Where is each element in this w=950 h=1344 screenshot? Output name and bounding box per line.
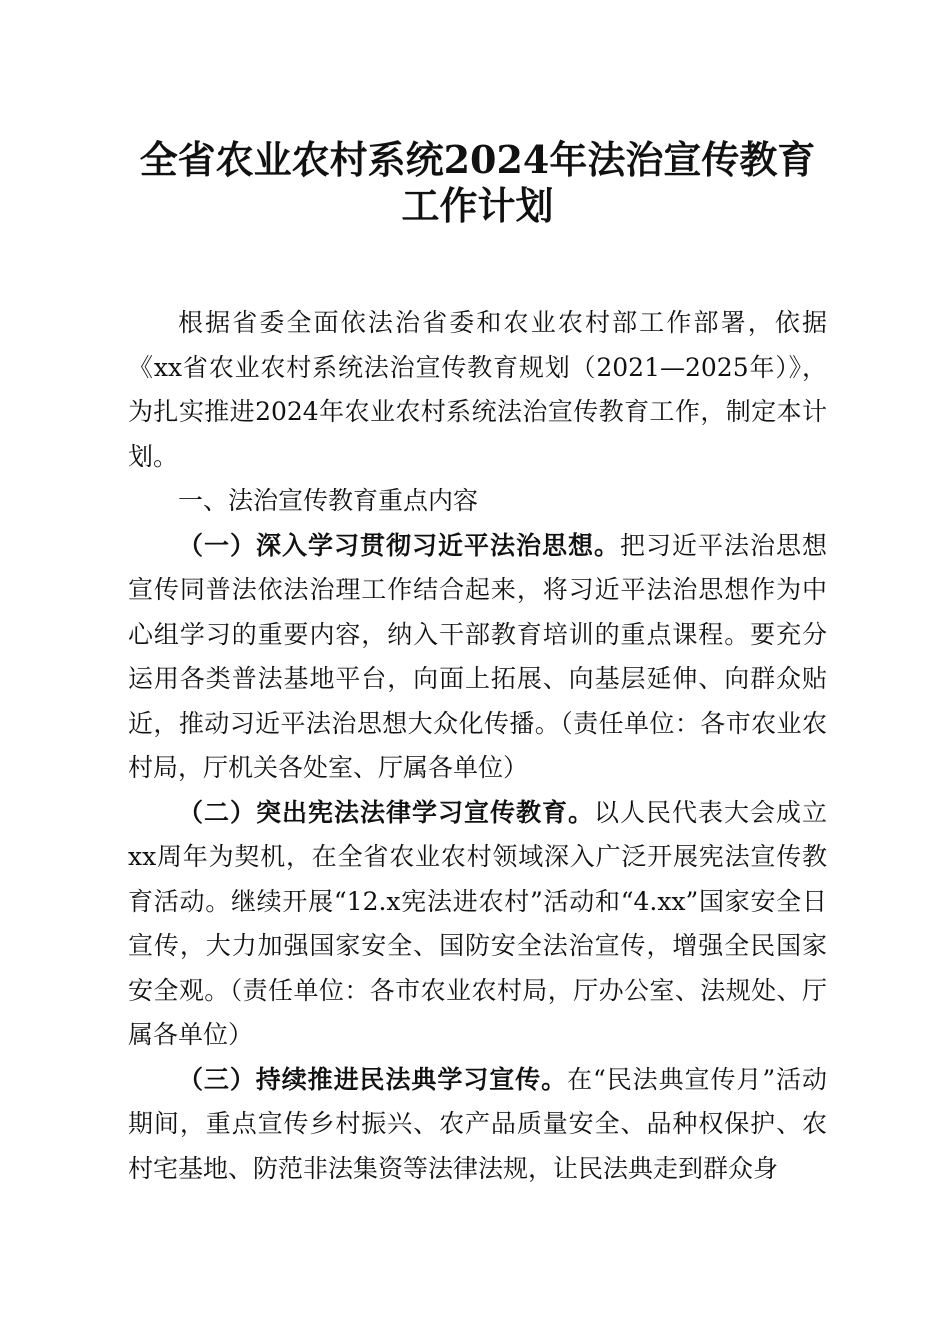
list-item — [128, 524, 827, 791]
item-lead: （二）突出宪法法律学习宣传教育。 — [178, 797, 594, 827]
item-lead: （一）深入学习贯彻习近平法治思想。 — [178, 530, 620, 560]
intro-paragraph: 根据省委全面依法治省委和农业农村部工作部署，依据《xx省农业农村系统法治宣传教育规划（2021—2025年）》，为扎实推进2024年农业农村系统法治宣传教育工作，制定本计划。 — [128, 308, 827, 471]
document-title: 全省农业农村系统2024年法治宣传教育工作计划 — [139, 137, 816, 228]
item-lead: （三）持续推进民法典学习宣传。 — [178, 1064, 568, 1094]
item-text: 把习近平法治思想宣传同普法依法治理工作结合起来，将习近平法治思想作为中心组学习的重要内容，纳入干部教育培训的重点课程。要充分运用各类普法基地平台，向面上拓展、向基层延伸、向群众贴近，推动习近平法治思想大众化传播。（责任单位：各市农业农村局，厅机关各处室、厅属各单位） — [128, 530, 827, 782]
section-heading: 一、法治宣传教育重点内容 — [178, 486, 479, 515]
item-text: 以人民代表大会成立xx周年为契机，在全省农业农村领域深入广泛开展宪法宣传教育活动。继续开展“12.x宪法进农村”活动和“4.xx”国家安全日宣传，大力加强国家安全、国防安全法治宣传，增强全民国家安全观。（责任单位：各市农业农村局，厅办公室、法规处、厅属各单位） — [128, 797, 827, 1049]
item-text: 在“民法典宣传月”活动期间，重点宣传乡村振兴、农产品质量安全、品种权保护、农村宅基地、防范非法集资等法律法规，让民法典走到群众身 — [128, 1064, 827, 1183]
list-item — [128, 1058, 827, 1192]
document-body — [128, 301, 827, 1191]
list-item — [128, 791, 827, 1058]
